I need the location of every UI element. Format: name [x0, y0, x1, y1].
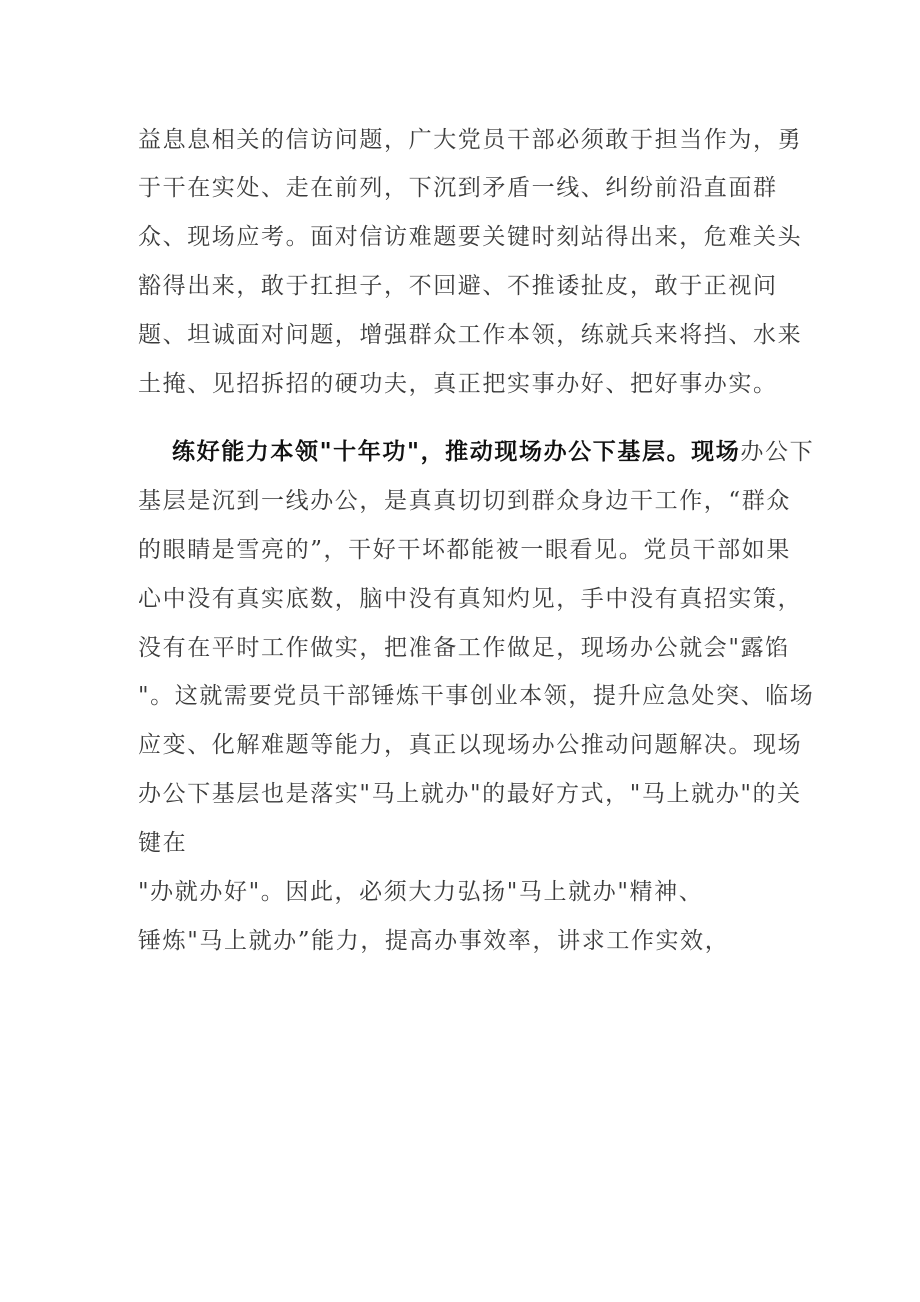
paragraph-1-line-5: 题、坦诚面对问题，增强群众工作本领，练就兵来将挡、水来 [138, 322, 803, 348]
paragraph-2-first-line [172, 437, 814, 467]
paragraph-1-line-3: 众、现场应考。面对信访难题要关键时刻站得出来，危难关头 [138, 224, 803, 250]
paragraph-1-line-4: 豁得出来，敢于扛担子，不回避、不推诿扯皮，敢于正视问 [138, 273, 778, 299]
paragraph-1-line-2: 于干在实处、走在前列，下沉到矛盾一线、纠纷前沿直面群 [138, 175, 778, 201]
paragraph-2-line-5: 没有在平时工作做实，把准备工作做足，现场办公就会"露馅 [138, 635, 790, 661]
paragraph-2-line-11: 锤炼"马上就办”能力，提高办事效率，讲求工作实效， [138, 928, 730, 954]
paragraph-2-line-9: 键在 [138, 830, 188, 856]
paragraph-2-heading-tail: 办公下 [740, 439, 815, 465]
paragraph-2-line-8: 办公下基层也是落实"马上就办"的最好方式，"马上就办"的关 [138, 781, 802, 807]
paragraph-2-line-3: 的眼睛是雪亮的”，干好干坏都能被一眼看见。党员干部如果 [138, 537, 791, 563]
paragraph-1-line-1: 益息息相关的信访问题，广大党员干部必须敢于担当作为，勇 [138, 127, 803, 153]
paragraph-2-line-6: "。这就需要党员干部锤炼干事创业本领，提升应急处突、临场 [138, 683, 815, 709]
paragraph-2-line-4: 心中没有真实底数，脑中没有真知灼见，手中没有真招实策， [138, 586, 803, 612]
paragraph-2-line-2: 基层是沉到一线办公，是真真切切到群众身边干工作，“群众 [138, 488, 791, 514]
paragraph-2-heading: 练好能力本领"十年功"，推动现场办公下基层。现场 [172, 438, 741, 465]
paragraph-2-line-7: 应变、化解难题等能力，真正以现场办公推动问题解决。现场 [138, 732, 803, 758]
paragraph-2-line-10: "办就办好"。因此，必须大力弘扬"马上就办"精神、 [138, 879, 704, 905]
paragraph-1-line-6: 土掩、见招拆招的硬功夫，真正把实事办好、把好事办实。 [138, 371, 778, 397]
